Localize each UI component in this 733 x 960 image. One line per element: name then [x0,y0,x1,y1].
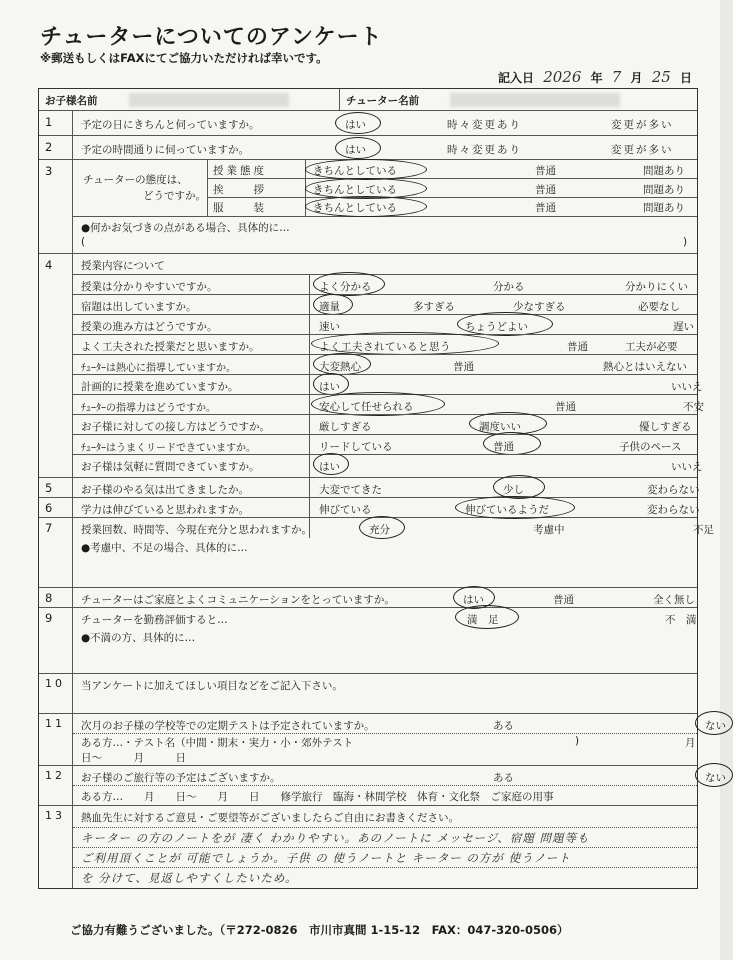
question-number: 9 [39,608,73,673]
q4-item-9-opt3[interactable]: 子供のペース [619,441,682,453]
question-10-row [39,674,697,714]
question-number: 2 [39,136,73,159]
attitude-option-proper[interactable]: きちんとしている [313,165,397,177]
q4-item-1-opt3[interactable]: 分かりにくい [625,281,688,293]
q4-item-9-opt2[interactable]: 普通 [493,441,514,453]
q4-item-7-opt2[interactable]: 普通 [555,401,576,413]
q4-item-4-opt2[interactable]: 普通 [567,341,588,353]
attitude-option-normal[interactable]: 普通 [535,165,556,177]
bleed-through-text [300,8,308,19]
question-2-text: 予定の時間通りに伺っていますか。 [81,144,249,156]
clothing-option-problem[interactable]: 問題あり [643,202,685,214]
q6-option-seems-growing[interactable]: 伸びているようだ [465,504,549,516]
question-1-text: 予定の日にきちんと伺っていますか。 [81,119,260,131]
q4-item-5-opt3[interactable]: 熱心とはいえない [603,361,687,373]
q7-option-lacking[interactable]: 不足 [693,524,714,536]
q2-option-often[interactable]: 変更が多い [611,144,674,156]
question-number: 8 [39,588,73,607]
greeting-label: 挨 拶 [213,184,267,196]
question-8-row [39,588,697,608]
q4-item-1-opt2[interactable]: 分かる [493,281,525,293]
q8-option-none[interactable]: 全く無し [653,594,695,606]
q11-option-no[interactable]: ない [705,720,726,732]
clothing-option-proper[interactable]: きちんとしている [313,202,397,214]
date-day-value[interactable]: 25 [651,68,671,86]
question-4-row [39,254,704,478]
question-3-row [39,160,697,254]
comment-handwritten-line-2[interactable]: ご利用頂くことが 可能でしょうか。子供 の 使うノートと キーター の方が 使うノート [81,851,571,865]
question-number: 13 [39,806,73,888]
q12-option-no[interactable]: ない [705,772,726,784]
q4-item-4-opt1[interactable]: よく工夫されていると思う [319,341,451,353]
q9-option-satisfied[interactable]: 満 足 [467,614,499,626]
clothing-label: 服 装 [213,202,267,214]
q1-option-yes[interactable]: はい [345,119,366,131]
q7-option-considering[interactable]: 考慮中 [533,524,565,536]
q4-item-2-opt1[interactable]: 適量 [319,301,340,313]
names-row [39,89,697,111]
q7-option-enough[interactable]: 充分 [369,524,390,536]
question-number: 7 [39,518,73,587]
question-number: 5 [39,478,73,497]
q4-item-4-opt3[interactable]: 工夫が必要 [625,341,678,353]
question-13-text: 熱血先生に対するご意見・ご要望等がございましたらご自由にお書きください。 [81,812,459,824]
q4-item-6-opt1[interactable]: はい [319,381,340,393]
q5-option-little[interactable]: 少し [503,484,524,496]
q4-item-6: 計画的に授業を進めていますか。 [81,381,239,393]
tutor-name-label: チューター名前 [346,95,420,107]
q4-item-10: お子様は気軽に質問できていますか。 [81,461,260,473]
q4-item-8-opt2[interactable]: 調度いい [479,421,521,433]
question-number: 6 [39,498,73,517]
question-3-note: ●何かお気づきの点がある場合、具体的に… [81,222,290,234]
greeting-option-proper[interactable]: きちんとしている [313,184,397,196]
q4-item-8-opt1[interactable]: 厳しすぎる [319,421,372,433]
q2-option-yes[interactable]: はい [345,144,366,156]
question-8-text: チューターはご家庭とよくコミュニケーションをとっていますか。 [81,594,395,606]
question-7-note: ●考慮中、不足の場合、具体的に… [81,542,248,554]
q4-item-9-opt1[interactable]: リードしている [319,441,393,453]
q4-item-5: ﾁｭｰﾀｰは熱心に指導していますか。 [81,363,236,374]
date-label: 記入日 [497,71,534,85]
q4-item-10-opt3[interactable]: いいえ [671,461,703,473]
q4-item-4: よく工夫された授業だと思いますか。 [81,341,260,353]
survey-table [38,88,726,889]
comment-handwritten-line-1[interactable]: キーター の方のノートをが 凄く わかりやすい。あのノートに メッセージ、宿題 問題等も [81,831,590,845]
question-11-text: 次月のお子様の学校等での定期テストは予定されていますか。 [81,720,375,732]
fill-date [498,68,692,86]
question-number: 10 [39,674,73,713]
date-month-value[interactable]: 7 [611,68,622,86]
question-number: 12 [39,766,73,805]
clothing-option-normal[interactable]: 普通 [535,202,556,214]
month-unit: 月 [630,71,643,85]
question-7-text: 授業回数、時間等、今現在充分と思われますか。 [81,524,312,536]
q8-option-normal[interactable]: 普通 [553,594,574,606]
question-12-row [39,766,726,806]
child-name-label: お子様名前 [45,95,98,107]
question-4-heading: 授業内容について [81,260,165,272]
question-7-row [39,518,714,588]
q4-item-8-opt3[interactable]: 優しすぎる [639,421,692,433]
question-5-text: お子様のやる気は出てきましたか。 [81,484,249,496]
q12-trip-line: ある方… 月 日～ 月 日 修学旅行 臨海・林間学校 体育・文化祭 ご家庭の用事 [81,791,554,803]
q4-item-1: 授業は分かりやすいですか。 [81,281,218,293]
q4-item-3-opt1[interactable]: 速い [319,321,340,333]
greeting-option-problem[interactable]: 問題あり [643,184,685,196]
question-9-text: チューターを勤務評価すると… [81,614,228,626]
q2-option-sometimes[interactable]: 時々変更あり [447,144,522,156]
question-10-text: 当アンケートに加えてほしい項目などをご記入下さい。 [81,680,343,692]
greeting-option-normal[interactable]: 普通 [535,184,556,196]
q6-option-growing[interactable]: 伸びている [319,504,372,516]
question-3-text-2: どうですか。 [143,190,206,202]
q1-option-sometimes[interactable]: 時々変更あり [447,119,522,131]
comment-handwritten-line-3[interactable]: を 分けて、見返しやすくしたいため。 [81,871,298,885]
question-6-row [39,498,700,518]
q9-option-dissatisfied[interactable]: 不 満 [665,614,697,626]
q11-option-yes[interactable]: ある [493,720,514,732]
question-9-row [39,608,697,674]
question-3-text-1: チューターの態度は、 [83,174,188,186]
question-9-note: ●不満の方、具体的に… [81,632,196,644]
tutor-name-redacted [450,93,620,107]
q5-option-much[interactable]: 大変でてきた [319,484,382,496]
footer-contact: ご協力有難うございました。（〒272-0826 市川市真間 1-15-12 FAX：047-320-0506） [70,923,569,937]
question-number: 1 [39,111,73,135]
q4-item-1-opt1[interactable]: よく分かる [319,281,372,293]
q4-item-3: 授業の進み方はどうですか。 [81,321,218,333]
q4-item-10-opt1[interactable]: はい [319,461,340,473]
q6-option-same[interactable]: 変わらない [647,504,700,516]
q5-option-same[interactable]: 変わらない [647,484,700,496]
question-number: 11 [39,714,73,765]
question-5-row [39,478,700,498]
page-subtitle: ※郵送もしくはFAXにてご協力いただければ幸いです。 [40,51,328,65]
question-11-row [39,714,726,766]
q1-option-often[interactable]: 変更が多い [611,119,674,131]
q11-test-name-line: ある方…・テスト名（中間・期末・実力・小・郊外テスト [81,737,354,749]
q4-item-3-opt3[interactable]: 遅い [673,321,694,333]
q4-item-9: ﾁｭｰﾀｰはうまくリードできていますか。 [81,443,256,454]
question-6-text: 学力は伸びていると思われますか。 [81,504,249,516]
q4-item-2-opt2[interactable]: 多すぎる [413,301,455,313]
question-13-row [39,806,697,888]
q4-item-5-opt1[interactable]: 大変熱心 [319,361,361,373]
attitude-label: 授業態度 [213,165,267,177]
q8-option-yes[interactable]: はい [463,594,484,606]
question-2-row [39,136,697,160]
q4-item-7-opt1[interactable]: 安心して任せられる [319,401,414,413]
paren-open: ( [81,236,86,248]
paren-close: ) [683,236,688,248]
q4-item-7-opt3[interactable]: 不安 [683,401,704,413]
attitude-option-problem[interactable]: 問題あり [643,165,685,177]
q4-item-2-opt4[interactable]: 必要なし [638,301,680,313]
q4-item-8: お子様に対しての接し方はどうですか。 [81,421,270,433]
q4-item-3-opt2[interactable]: ちょうどよい [465,321,528,333]
q4-item-2: 宿題は出していますか。 [81,301,197,313]
year-unit: 年 [590,71,603,85]
question-number: 3 [39,160,73,253]
q4-item-6-opt3[interactable]: いいえ [671,381,703,393]
q11-date-line: 日～ 月 日 [81,752,186,764]
question-12-text: お子様のご旅行等の予定はございますか。 [81,772,281,784]
q4-item-2-opt3[interactable]: 少なすぎる [513,301,566,313]
q12-option-yes[interactable]: ある [493,772,514,784]
q11-month-unit: 月 [685,737,696,749]
question-1-row [39,111,697,136]
q4-item-5-opt2[interactable]: 普通 [453,361,474,373]
paren-close: ) [575,735,580,747]
date-year-value[interactable]: 2026 [543,68,582,86]
day-unit: 日 [679,71,692,85]
question-number: 4 [39,254,73,477]
page-title: チューターについてのアンケート [40,25,383,50]
child-name-redacted [129,93,289,107]
q4-item-7: ﾁｭｰﾀｰの指導力はどうですか。 [81,403,216,414]
